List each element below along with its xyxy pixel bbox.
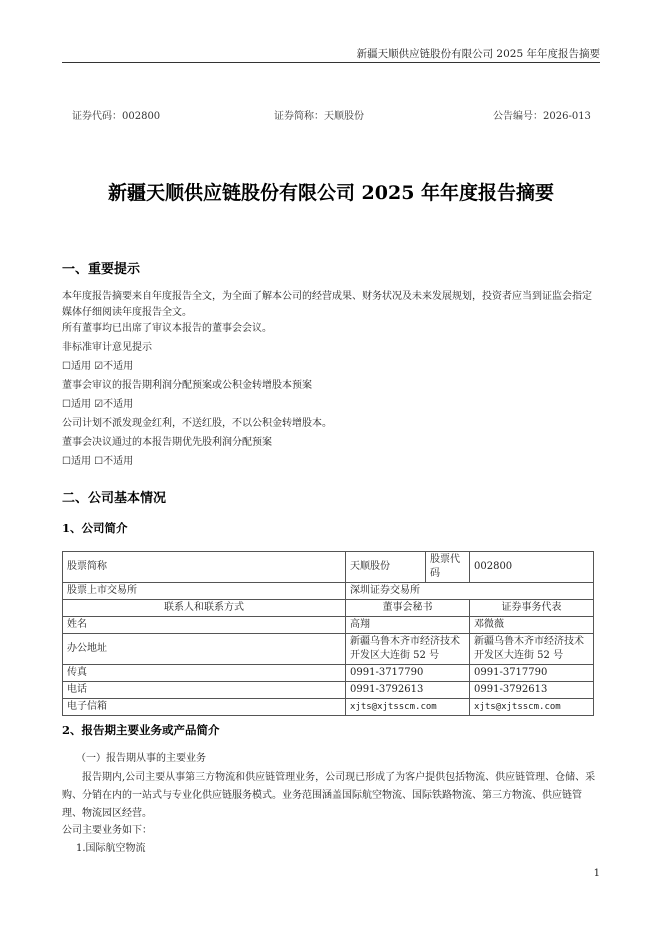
email-label: 电子信箱 <box>63 699 346 716</box>
stock-code-label: 股票代码 <box>426 552 470 583</box>
stock-code-value: 002800 <box>470 552 594 583</box>
profit-plan-statement: 公司计划不派发现金红利，不送红股，不以公积金转增股本。 <box>62 418 332 429</box>
business-item-1: 1.国际航空物流 <box>76 843 146 854</box>
representative-address: 新疆乌鲁木齐市经济技术开发区大连街 52 号 <box>470 634 594 665</box>
business-heading: （一）报告期从事的主要业务 <box>76 753 206 764</box>
security-short-name: 证券简称：天顺股份 <box>274 111 364 122</box>
page-number: 1 <box>593 868 600 879</box>
representative-name: 邓微薇 <box>470 617 594 634</box>
phone-label: 电话 <box>63 682 346 699</box>
secretary-phone: 0991-3792613 <box>346 682 470 699</box>
section-heading-company-info: 二、公司基本情况 <box>62 491 167 506</box>
secretary-header: 董事会秘书 <box>346 600 470 617</box>
table-row <box>63 634 594 665</box>
subsection-business-intro: 2、报告期主要业务或产品简介 <box>62 723 220 737</box>
secretary-name: 高翔 <box>346 617 470 634</box>
business-list-label: 公司主要业务如下： <box>62 825 152 836</box>
table-row <box>63 600 594 617</box>
name-label: 姓名 <box>63 617 346 634</box>
representative-fax: 0991-3717790 <box>470 665 594 682</box>
document-title: 新疆天顺供应链股份有限公司 2025 年年度报告摘要 <box>107 182 555 204</box>
stock-abbr-label: 股票简称 <box>63 552 346 583</box>
profit-plan-choice: ☐适用 ☑不适用 <box>62 399 134 410</box>
secretary-address: 新疆乌鲁木齐市经济技术开发区大连街 52 号 <box>346 634 470 665</box>
representative-email: xjts@xjtsscm.com <box>470 699 594 716</box>
audit-opinion-label: 非标准审计意见提示 <box>62 342 152 353</box>
table-row <box>63 617 594 634</box>
stock-abbr-value: 天顺股份 <box>346 552 426 583</box>
address-label: 办公地址 <box>63 634 346 665</box>
board-attendance-line: 所有董事均已出席了审议本报告的董事会会议。 <box>62 323 272 334</box>
table-row <box>63 583 594 600</box>
section-heading-important-notice: 一、重要提示 <box>62 262 141 277</box>
audit-opinion-choice: ☐适用 ☑不适用 <box>62 361 134 372</box>
subsection-company-profile: 1、公司简介 <box>62 521 128 535</box>
table-row <box>63 682 594 699</box>
table-row <box>63 665 594 682</box>
secretary-fax: 0991-3717790 <box>346 665 470 682</box>
business-paragraph: 报告期内,公司主要从事第三方物流和供应链管理业务，公司现已形成了为客户提供包括物流、供应链管理、仓储、采购、分销在内的一站式与专业化供应链服务模式。业务范围涵盖国际航空物流、国际铁路物流、第三方物流、供应链管理、物流园区经营。 <box>62 772 596 819</box>
header-rule <box>62 62 600 63</box>
table-row <box>63 552 594 583</box>
table-row <box>63 699 594 716</box>
security-code: 证券代码：002800 <box>72 111 161 122</box>
running-header: 新疆天顺供应链股份有限公司 2025 年年度报告摘要 <box>356 48 600 60</box>
secretary-email: xjts@xjtsscm.com <box>346 699 470 716</box>
exchange-label: 股票上市交易所 <box>63 583 346 600</box>
representative-header: 证券事务代表 <box>470 600 594 617</box>
intro-paragraph: 本年度报告摘要来自年度报告全文，为全面了解本公司的经营成果、财务状况及未来发展规划，投资者应当到证监会指定媒体仔细阅读年度报告全文。 <box>62 291 592 318</box>
notice-number: 公告编号：2026-013 <box>493 111 591 122</box>
company-profile-table <box>62 551 594 716</box>
preferred-dividend-choice: ☐适用 ☐不适用 <box>62 456 134 467</box>
profit-plan-label: 董事会审议的报告期利润分配预案或公积金转增股本预案 <box>62 380 312 391</box>
contact-header: 联系人和联系方式 <box>63 600 346 617</box>
preferred-dividend-label: 董事会决议通过的本报告期优先股利润分配预案 <box>62 437 272 448</box>
exchange-value: 深圳证券交易所 <box>346 583 594 600</box>
fax-label: 传真 <box>63 665 346 682</box>
representative-phone: 0991-3792613 <box>470 682 594 699</box>
